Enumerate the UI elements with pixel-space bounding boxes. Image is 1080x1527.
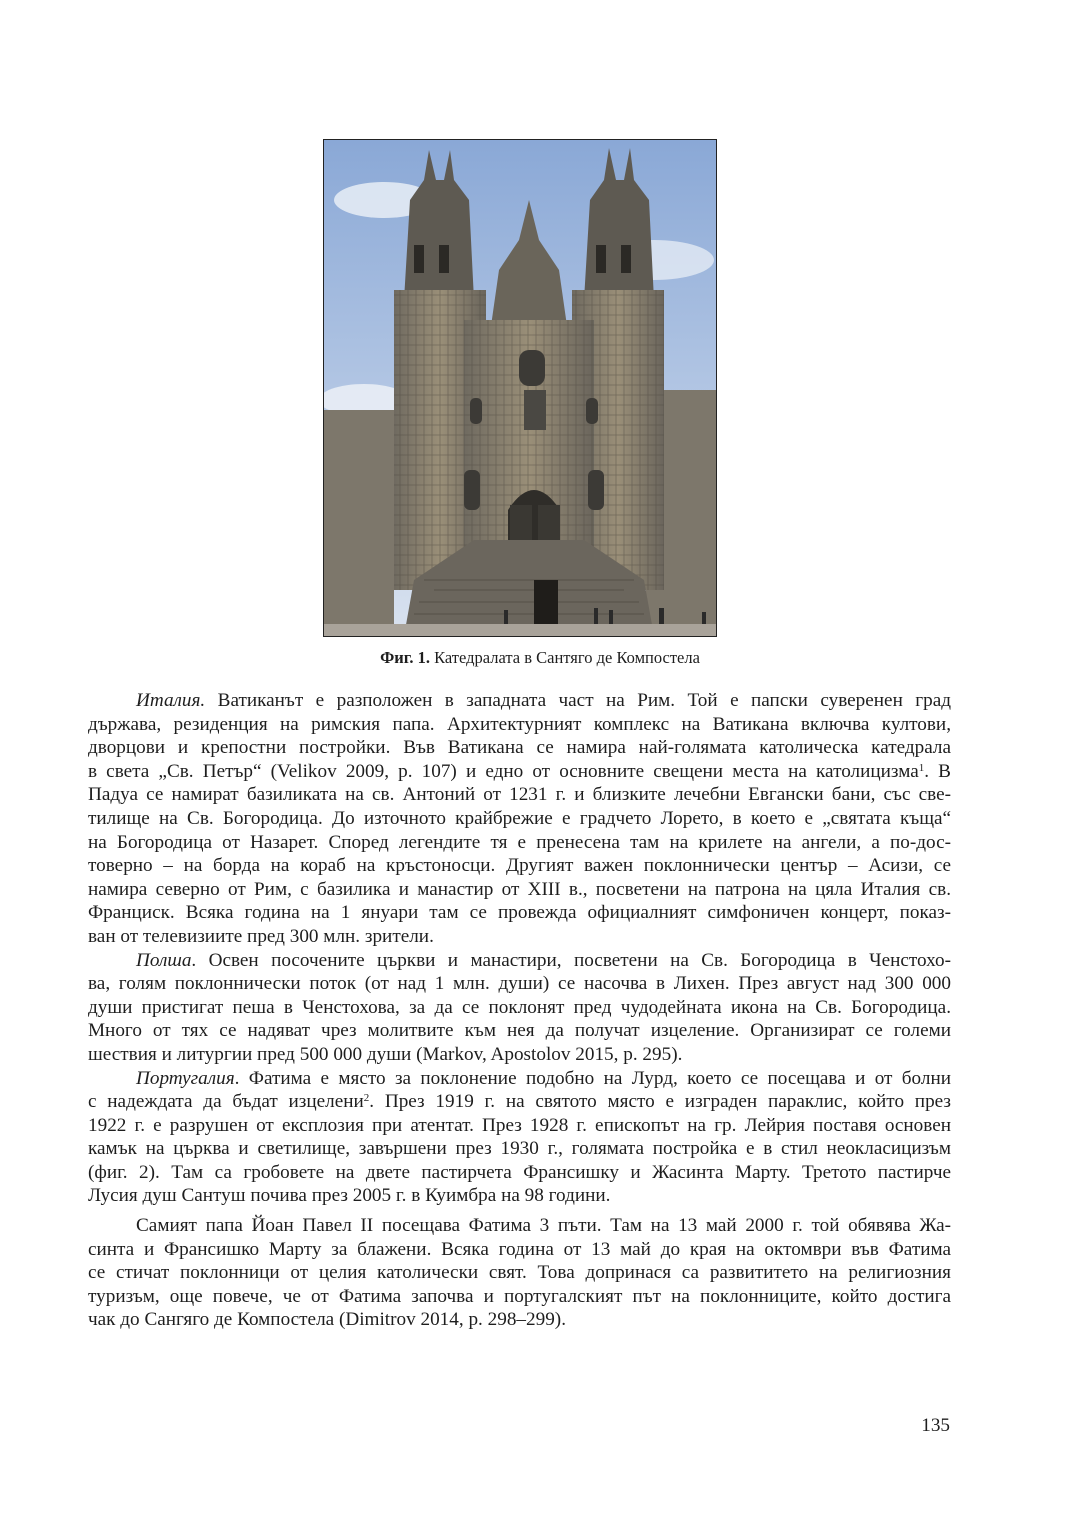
text-line: на Богородица от Назарет. Според легендите тя е пренесена там на крилете на ангели, а по-дос- [88,831,951,853]
text-line: намира северно от Рим, с базилика и манастир от XIII в., посветени на патрона на цяла Италия св. [88,878,951,900]
text-line: туризъм, още повече, че от Фатима започва и португалският път на поклонниците, който достига [88,1285,951,1307]
text-line: Полша. Освен посочените църкви и манастири, посветени на Св. Богородица в Ченстохо- [136,949,951,971]
text-line: камък на църква и светилище, завършени през 1930 г., голямата постройка е в стил неокласицизъм [88,1138,951,1160]
text-line: държава, резиденция на римския папа. Архитектурният комплекс на Ватикана включва култови, [88,713,951,735]
figure-label: Фиг. 1. [380,648,430,667]
text-line: Много от тях се надяват чрез молитвите към нея да получат изцеление. Организират се големи [88,1020,951,1042]
figure-caption [0,648,1080,668]
footnote-ref: 1 [918,761,925,774]
text-line: тилище на Св. Богородица. До източното крайбрежие е градчето Лорето, в което е „святата къща“ [88,807,951,829]
text-line: чак до Сангяго де Компостела (Dimitrov 2014, p. 298–299). [88,1309,566,1331]
text-line: ва, голям поклоннически поток (от над 1 млн. души) се насочва в Лихен. През август над 300 000 [88,973,951,995]
text-line: дворцови и крепостни постройки. Във Ватикана се намира най-голямата католическа катедрала [88,737,951,759]
paragraph-pope [88,1214,951,1332]
text-line: 1922 г. е разрушен от експлозия при атентат. През 1928 г. епископът на гр. Лейрия поставя основен [88,1114,951,1136]
article-body [88,689,951,1332]
text-line: (фиг. 2). Там са гробовете на двете пастирчета Франсишку и Жасинта Марту. Третото пастирче [88,1161,951,1183]
lead-poland: Полша [136,949,192,971]
text-line: с надеждата да бъдат изцелени$^2$. През 1919 г. на святото място е изграден параклис, който през [88,1091,952,1113]
paragraph-italy [88,689,951,949]
paragraph-portugal [88,1067,951,1209]
footnote-ref: 2 [363,1092,370,1105]
page-number: 135 [921,1415,950,1436]
lead-italy: Италия. [136,690,206,711]
text-line: ван от телевизиите пред 300 млн. зрители. [88,925,434,947]
text-line: души пристигат пеша в Ченстохова, за да се поклонят пред чудодейната икона на Св. Богородица. [88,996,951,1018]
text-line: товерно – на борда на кораб на кръстоносци. Другият важен поклоннически център – Асизи, се [88,855,951,877]
text-line: шествия и литургии пред 500 000 души (Markov, Apostolov 2015, p. 295). [88,1043,683,1065]
cathedral-photo [323,139,717,637]
text-line: Италия. Ватиканът е разположен в западната част на Рим. Той е папски суверенен град [136,690,951,711]
text-line: синта и Франсишко Марту за блажени. Всяка година от 13 май до края на октомври във Фатима [88,1238,951,1260]
text-line: Падуа се намират базиликата на св. Антоний от 1231 г. и близките лечебни Евгански бани, със све- [88,784,951,806]
cathedral-illustration [324,140,716,636]
lead-portugal: Португалия [136,1067,235,1089]
text-line: Франциск. Всяка година на 1 януари там се провежда официалният симфоничен концерт, показ- [88,902,951,924]
text-line: в света „Св. Петър“ (Velikov 2009, p. 107) и едно от основните свещени места на католицизма$^1$. В [88,760,951,782]
paragraph-poland [88,949,951,1067]
text-line: Португалия. Фатима е място за поклонение подобно на Лурд, което се посещава и от болни [136,1067,951,1089]
text-line: Самият папа Йоан Павел II посещава Фатима 3 пъти. Там на 13 май 2000 г. той обявява Жа- [136,1215,951,1237]
text-line: се стичат поклонници от целия католически свят. Това допринася са развититето на религиозния [88,1262,951,1284]
text-line: Лусия душ Сантуш почива през 2005 г. в Куимбра на 98 години. [88,1185,611,1207]
figure-caption-text: Катедралата в Сантяго де Компостела [434,648,700,667]
